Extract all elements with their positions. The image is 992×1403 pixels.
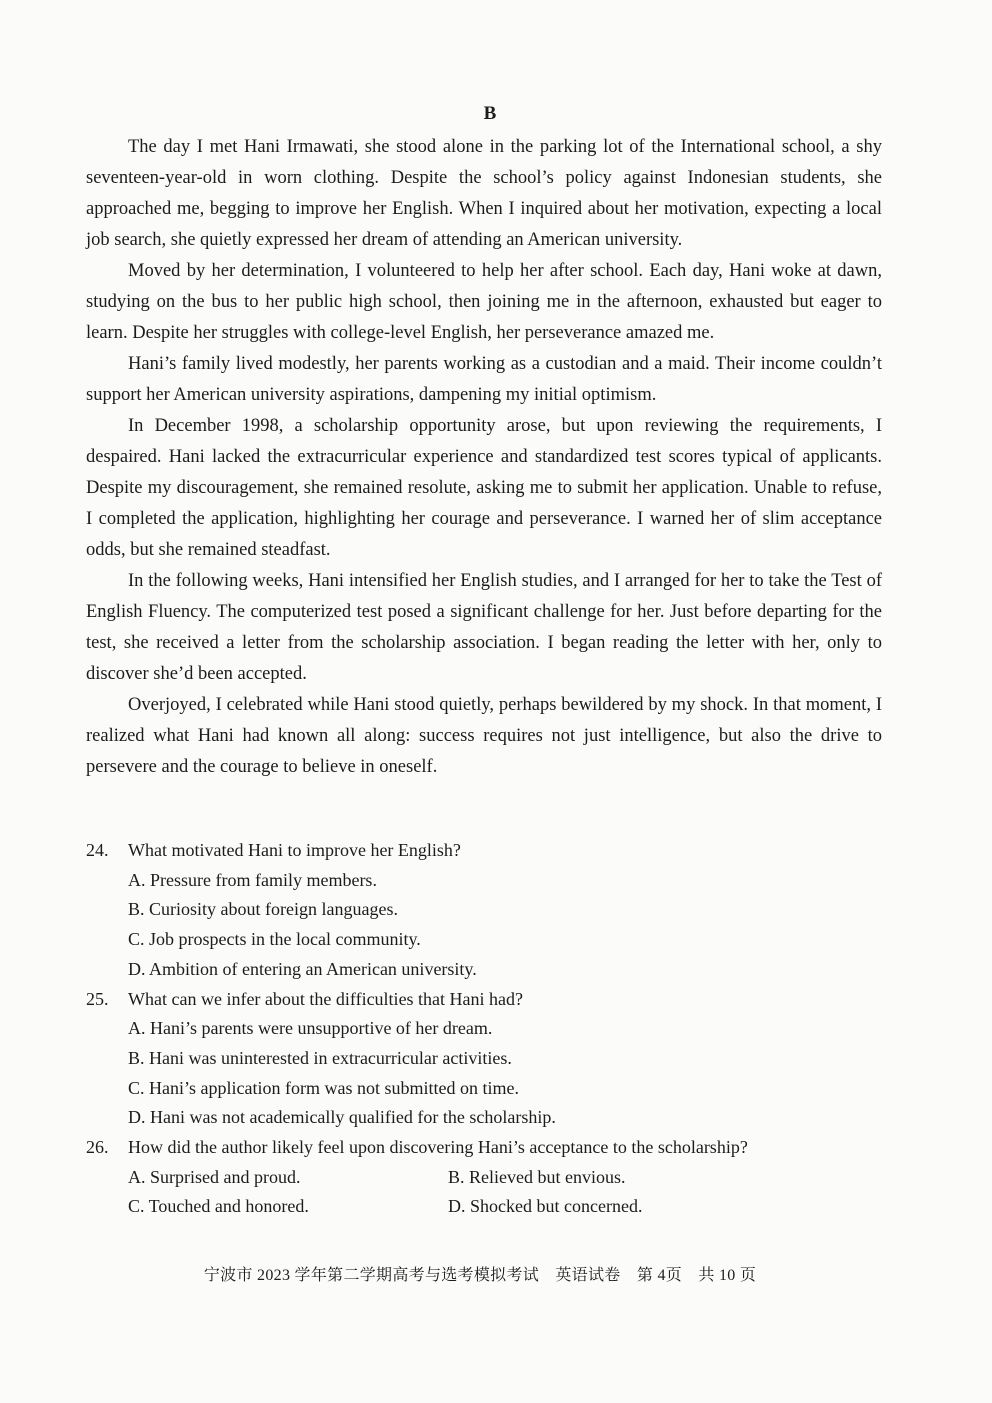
option-a: A. Hani’s parents were unsupportive of her dream. [128,1018,493,1039]
option-c: C. Hani’s application form was not submitted on time. [128,1077,519,1098]
passage-paragraph: Overjoyed, I celebrated while Hani stood quietly, perhaps bewildered by my shock. In that moment, I realized what Hani had known all along: success requires not just intelligence, but also the drive to persevere and the courage to believe in oneself. [86,695,882,777]
option-a: A. Pressure from family members. [128,869,377,890]
option-grid [128,1163,886,1222]
option-b: B. Hani was uninterested in extracurricular activities. [128,1047,512,1068]
question-stem: What can we infer about the difficulties that Hani had? [128,988,524,1009]
page-footer: 宁波市 2023 学年第二学期高考与选考模拟考试 英语试卷 第 4页 共 10 页 [203,1267,757,1284]
option-d: D. Shocked but concerned. [448,1196,643,1217]
question-24 [86,836,886,985]
question-stem: How did the author likely feel upon discovering Hani’s acceptance to the scholarship? [128,1137,748,1158]
question-25 [86,985,886,1134]
option-b: B. Curiosity about foreign languages. [128,899,398,920]
option-b: B. Relieved but envious. [448,1166,626,1187]
option-c: C. Job prospects in the local community. [128,929,421,950]
passage-paragraph: In the following weeks, Hani intensified her English studies, and I arranged for her to take the Test of English Fluency. The computerized test posed a significant challenge for her. Just before departing for the test, she received a letter from the scholarship association. I began reading the letter with her, only to discover she’d been accepted. [86,571,882,684]
option-d: D. Ambition of entering an American university. [128,958,477,979]
question-number: 24. [86,840,109,860]
section-title: B [483,103,497,124]
passage-paragraph: Hani’s family lived modestly, her parents working as a custodian and a maid. Their income couldn’t support her American university aspirations, dampening my initial optimism. [86,354,882,405]
reading-passage [86,132,882,783]
option-a: A. Surprised and proud. [128,1166,301,1187]
option-d: D. Hani was not academically qualified for the scholarship. [128,1107,556,1128]
passage-paragraph: The day I met Hani Irmawati, she stood alone in the parking lot of the International school, a shy seventeen-year-old in worn clothing. Despite the school’s policy against Indonesian students, she approached me, begging to improve her English. When I inquired about her motivation, expecting a local job search, she quietly expressed her dream of attending an American university. [86,137,882,250]
question-stem: What motivated Hani to improve her English? [128,840,461,860]
question-number: 25. [86,988,109,1009]
passage-paragraph: In December 1998, a scholarship opportunity arose, but upon reviewing the requirements, I despaired. Hani lacked the extracurricular experience and standardized test scores typical of applicants. Despite my discouragement, she remained resolute, asking me to submit her application. Unable to refuse, I completed the application, highlighting her courage and perseverance. I warned her of slim acceptance odds, but she remained steadfast. [86,416,882,560]
question-number: 26. [86,1137,109,1158]
question-list [86,836,886,1222]
option-c: C. Touched and honored. [128,1196,309,1217]
passage-paragraph: Moved by her determination, I volunteered to help her after school. Each day, Hani woke at dawn, studying on the bus to her public high school, then joining me in the afternoon, exhausted but eager to learn. Despite her struggles with college-level English, her perseverance amazed me. [86,261,882,343]
question-26 [86,1133,886,1222]
